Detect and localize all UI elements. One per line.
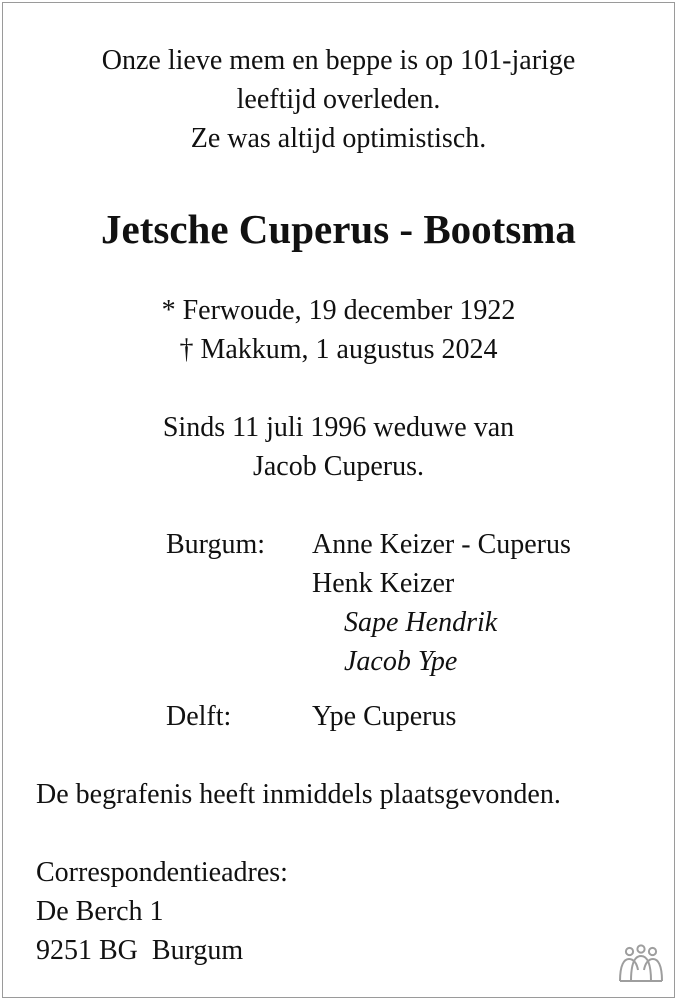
place-burgum: Burgum: [166,529,266,560]
deceased-name: Jetsche Cuperus - Bootsma [101,206,576,252]
intro-line-3: Ze was altijd optimistisch. [190,123,487,154]
correspondence-label: Correspondentieadres: [36,857,288,888]
funeral-note: De begrafenis heeft inmiddels plaatsgevonden. [36,779,561,810]
birth-line: * Ferwoude, 19 december 1922 [161,295,516,326]
death-line: † Makkum, 1 augustus 2024 [179,334,498,365]
family-name-1: Anne Keizer - Cuperus [312,529,571,560]
grandchild-2: Jacob Ype [344,646,458,677]
intro-line-1: Onze lieve mem en beppe is op 101-jarige [101,45,576,76]
place-delft: Delft: [166,701,232,732]
widow-line-1: Sinds 11 juli 1996 weduwe van [162,412,515,443]
grandchild-1: Sape Hendrik [344,607,498,638]
family-name-2: Henk Keizer [312,568,455,599]
intro-line-2: leeftijd overleden. [236,84,441,115]
correspondence-street: De Berch 1 [36,896,164,927]
family-name-delft: Ype Cuperus [312,701,457,732]
widow-line-2: Jacob Cuperus. [252,451,425,482]
people-group-icon [618,944,664,984]
correspondence-postal: 9251 BG Burgum [36,935,244,966]
